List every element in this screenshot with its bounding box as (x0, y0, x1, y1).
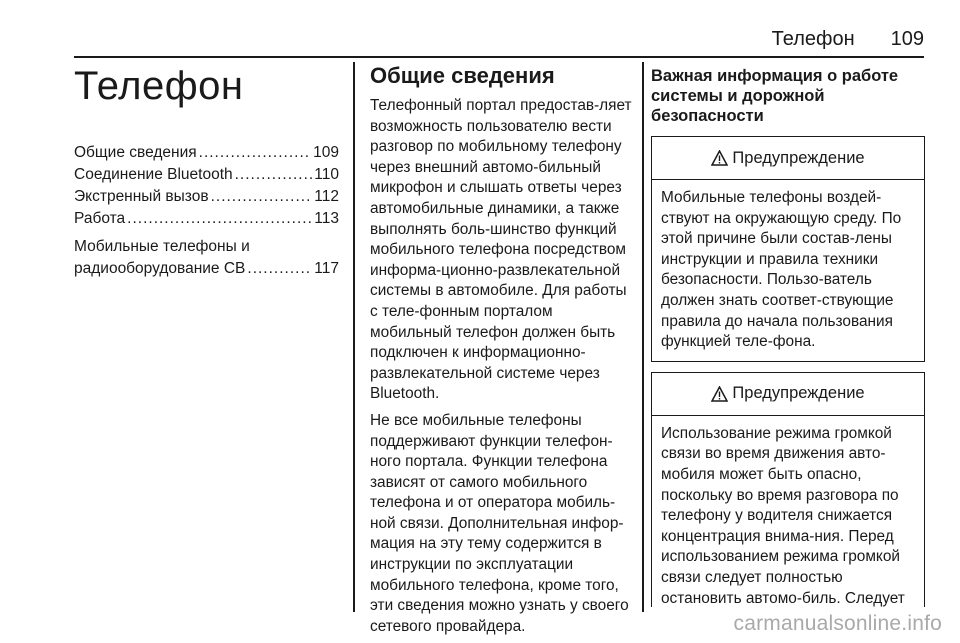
warning-box (651, 136, 925, 362)
toc-leader (127, 208, 312, 230)
toc-entry-page: 113 (314, 210, 339, 227)
toc-entry-page: 110 (314, 166, 339, 183)
table-of-contents (74, 142, 339, 280)
toc-leader (247, 258, 312, 280)
toc-entry-label: Общие сведения (74, 144, 197, 161)
chapter-title: Телефон (74, 64, 244, 108)
toc-leader (235, 164, 313, 186)
safety-section-title: Важная информация о работе системы и дорожной безопасности (651, 67, 899, 125)
toc-entry[interactable] (74, 186, 339, 208)
watermark: carmanualsonline.info (733, 612, 942, 635)
general-info-column (370, 62, 632, 643)
toc-entry-label: Экстренный вызов (74, 188, 209, 205)
running-title: Телефон (771, 28, 855, 50)
body-paragraph: Не все мобильные телефоны поддерживают функции телефон-ного портала. Функции телефона зависят от самого мобильного телефона и от оператора мобиль-ной связи. Дополнительная инфор-мация на эту тему содержится в инструкции по эксплуатации мобильного телефона, кроме того, эти сведения можно узнать у своего сетевого провайдера. (370, 411, 629, 635)
warning-heading-label: Предупреждение (732, 148, 865, 167)
warning-box (651, 372, 925, 607)
header-rule (74, 56, 924, 58)
toc-entry-multiline[interactable] (74, 236, 339, 280)
warning-heading-label: Предупреждение (732, 384, 865, 403)
safety-column (651, 62, 925, 617)
toc-entry-label-line1: Мобильные телефоны и (74, 238, 250, 255)
column-divider-1 (353, 62, 355, 612)
toc-leader (211, 186, 313, 208)
toc-entry-page: 112 (314, 188, 339, 205)
toc-leader (199, 142, 311, 164)
body-paragraph: Телефонный портал предостав-ляет возможность пользователю вести разговор по мобильному телефону через внешний автомо-бильный микрофон и слышать ответы через автомобильные динамики, а также выполнять боль-шинство функций мобильного телефона посредством информа-ционно-развлекательной системы в автомобиле. Для работы с теле-фонным порталом мобильный телефон должен быть подключен к информационно-развлекательной системе через Bluetooth. (370, 97, 632, 403)
toc-entry-label: Работа (74, 210, 126, 227)
warning-triangle-icon (711, 386, 728, 402)
page-number: 109 (890, 28, 924, 50)
toc-entry-page: 109 (313, 144, 339, 161)
column-divider-2 (642, 62, 644, 612)
toc-entry[interactable] (74, 164, 339, 186)
running-header (74, 28, 924, 54)
toc-entry-page: 117 (314, 260, 339, 277)
warning-heading (652, 137, 924, 180)
toc-entry-label-line2: радиооборудование CB (74, 260, 246, 277)
warning-text: Мобильные телефоны воздей-ствуют на окружающую среду. По этой причине были состав-лены инструкции и правила техники безопасности. Пользо-ватель должен знать соответ-ствующие правила до начала пользования функцией теле-фона. (661, 189, 902, 351)
toc-entry-label: Соединение Bluetooth (74, 166, 233, 183)
chapter-column (74, 62, 339, 280)
warning-text: Использование режима громкой связи во время движения авто-мобиля может быть опасно, поскольку во время разговора по телефону у водителя снижается концентрация внима-ния. Перед использованием режима громкой связи следует полностью остановить автомо-биль. Следует (661, 424, 905, 607)
toc-entry[interactable] (74, 142, 339, 164)
warning-heading (652, 373, 924, 416)
toc-entry[interactable] (74, 208, 339, 230)
warning-triangle-icon (711, 150, 728, 166)
section-title: Общие сведения (370, 63, 555, 88)
